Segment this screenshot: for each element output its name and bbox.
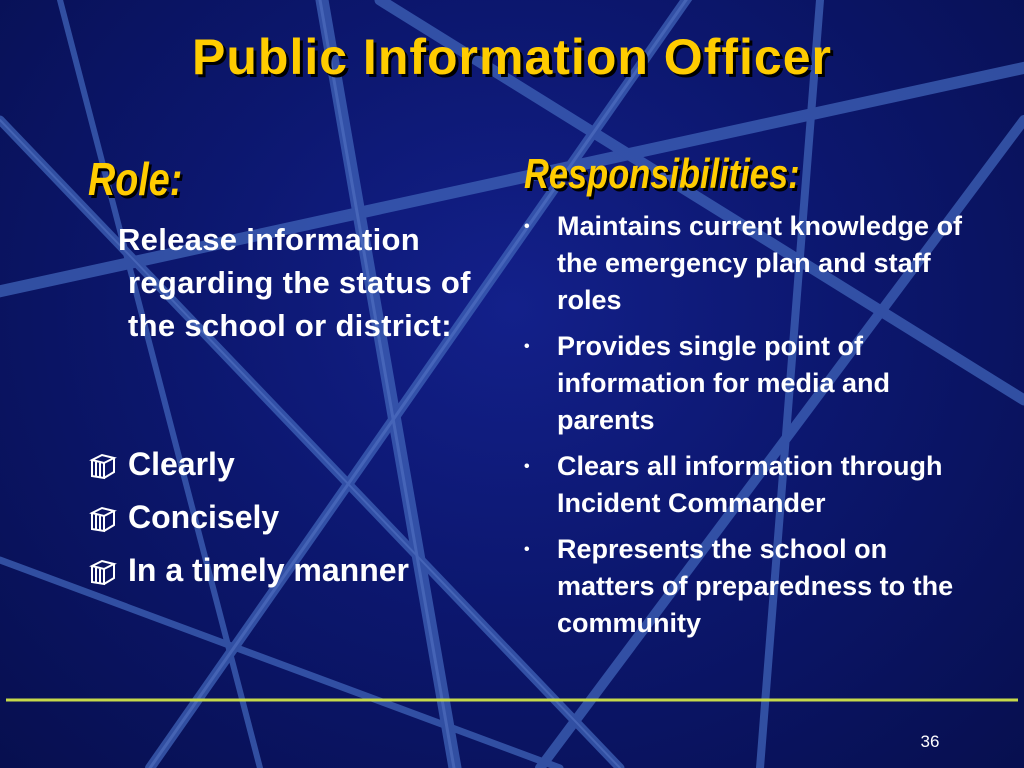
responsibility-item (522, 208, 992, 319)
role-heading: Role: (88, 153, 183, 205)
responsibility-item (522, 448, 992, 522)
role-list-item (88, 438, 409, 491)
cube-bullet-icon (88, 556, 118, 586)
responsibility-text: Provides single point of information for media and parents (557, 331, 891, 435)
cube-bullet-icon (88, 503, 118, 533)
responsibility-text: Clears all information through Incident Commander (557, 451, 943, 518)
role-description (118, 218, 498, 355)
responsibility-text: Maintains current knowledge of the emergency plan and staff roles (557, 211, 963, 315)
bullet-dot-icon: • (524, 541, 530, 558)
role-item-label: In a timely manner (128, 552, 409, 588)
role-item-label: Concisely (128, 499, 280, 535)
bullet-dot-icon: • (524, 458, 530, 475)
role-intro-text: Release information regarding the status of the school or district: (118, 222, 471, 343)
responsibility-text: Represents the school on matters of preparedness to the community (557, 534, 954, 638)
bullet-dot-icon: • (524, 338, 530, 355)
bullet-dot-icon: • (524, 218, 530, 235)
role-bullet-list (88, 438, 409, 597)
role-item-label: Clearly (128, 446, 235, 482)
slide-title: Public Information Officer (192, 29, 832, 85)
cube-bullet-icon (88, 450, 118, 480)
role-list-item (88, 491, 409, 544)
responsibility-item (522, 531, 992, 642)
page-number: 36 (920, 732, 940, 751)
responsibility-item (522, 328, 992, 439)
responsibilities-heading: Responsibilities: (524, 150, 800, 197)
role-list-item (88, 544, 409, 597)
responsibilities-list (522, 208, 992, 651)
